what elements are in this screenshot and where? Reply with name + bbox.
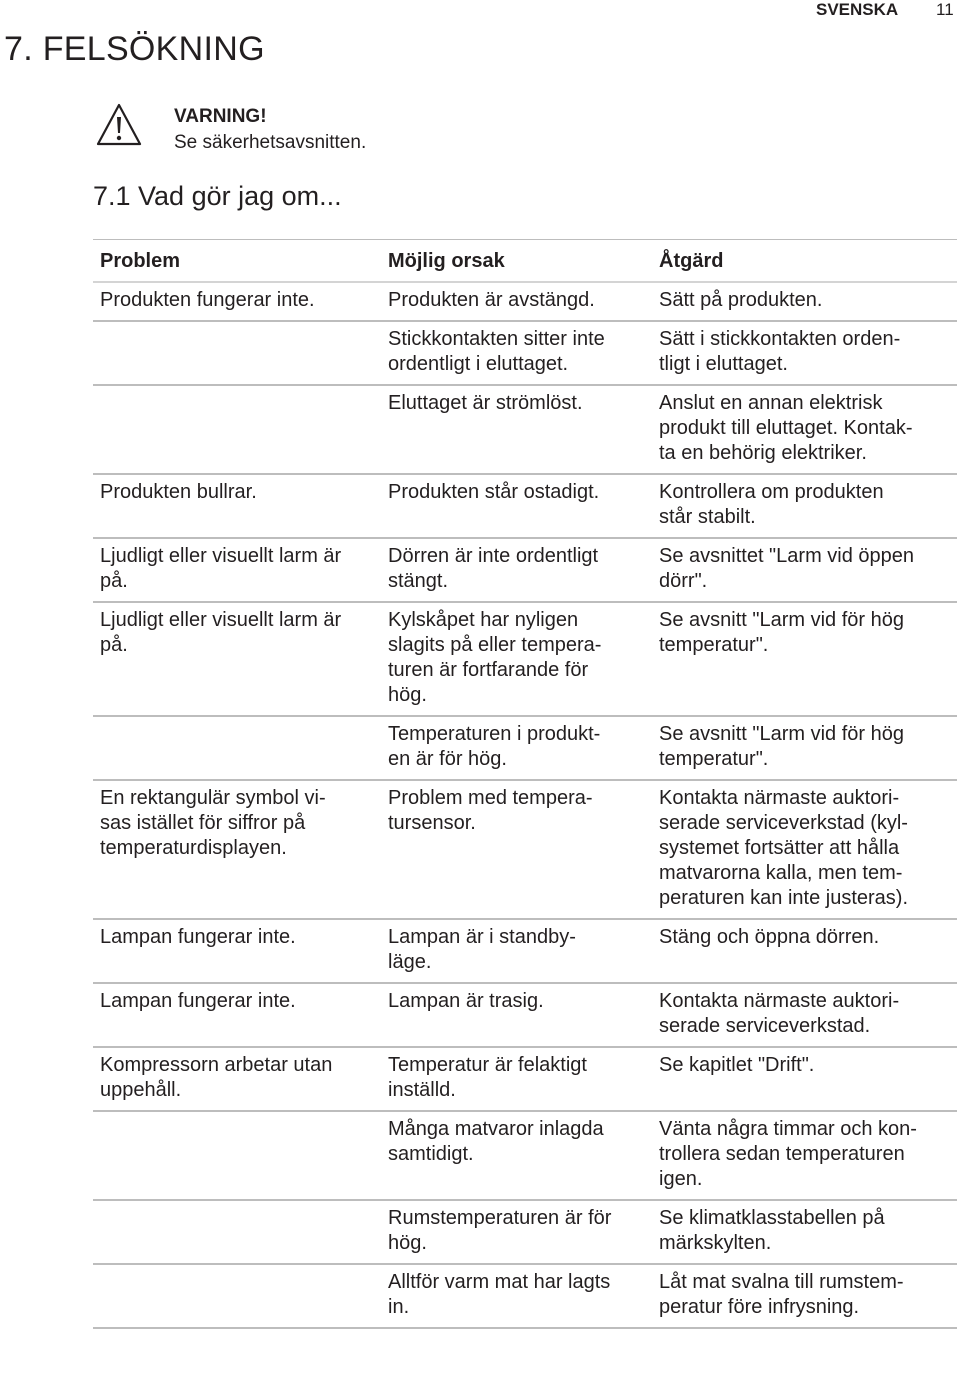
cell-cause: Produkten är avstängd. [388,289,595,311]
table-row [93,538,957,602]
cell-cause: Temperaturen i produkt- en är för hög. [388,723,601,770]
cell-cause: Problem med tempera- tursensor. [388,787,593,834]
cell-problem: En rektangulär symbol vi- sas istället för siffror på temperaturdisplayen. [100,787,326,859]
table-row [93,321,957,385]
cell-cause: Produkten står ostadigt. [388,481,600,503]
cell-action: Kontakta närmaste auktori- serade serviceverkstad (kyl- systemet fortsätter att hålla matvarorna kalla, men tem- peraturen kan inte justeras). [659,787,909,909]
cell-cause: Eluttaget är strömlöst. [388,392,583,414]
cell-cause: Många matvaror inlagda samtidigt. [388,1118,604,1165]
cell-problem [93,321,381,385]
cell-action: Anslut en annan elektrisk produkt till eluttaget. Kontak- ta en behörig elektriker. [659,392,913,464]
cell-action: Kontakta närmaste auktori- serade serviceverkstad. [659,990,900,1037]
cell-action: Se avsnitt "Larm vid för hög temperatur". [659,723,904,770]
cell-action: Se klimatklasstabellen på märkskylten. [659,1207,885,1254]
cell-problem [93,716,381,780]
cell-action: Se avsnitt "Larm vid för hög temperatur". [659,609,904,656]
cell-cause: Dörren är inte ordentligt stängt. [388,545,599,592]
cell-action: Sätt på produkten. [659,289,823,311]
troubleshooting-table [93,239,957,1329]
table-row [93,1047,957,1111]
table-row [93,1200,957,1264]
table-row [93,983,957,1047]
cell-problem: Ljudligt eller visuellt larm är på. [100,609,342,656]
cell-cause: Lampan är i standby- läge. [388,926,576,973]
table-row [93,919,957,983]
cell-problem: Kompressorn arbetar utan uppehåll. [100,1054,333,1101]
table-body [93,282,957,1328]
cell-problem [93,385,381,474]
table-header-row [93,240,957,283]
warning-box [96,100,496,160]
cell-problem [93,1111,381,1200]
table-row [93,474,957,538]
cell-problem: Ljudligt eller visuellt larm är på. [100,545,342,592]
section-title: 7.1 Vad gör jag om... [93,181,342,211]
cell-problem [93,1264,381,1328]
cell-problem: Produkten fungerar inte. [100,289,315,311]
cell-action: Låt mat svalna till rumstem- peratur före infrysning. [659,1271,904,1318]
page-number: 11 [936,0,954,19]
cell-action: Vänta några timmar och kon- trollera sedan temperaturen igen. [659,1118,917,1190]
cell-cause: Temperatur är felaktigt inställd. [388,1054,587,1101]
cell-cause: Kylskåpet har nyligen slagits på eller tempera- turen är fortfarande för hög. [388,609,602,706]
cell-problem: Lampan fungerar inte. [100,990,296,1012]
page-language: SVENSKA [816,0,899,19]
cell-cause: Alltför varm mat har lagts in. [388,1271,611,1318]
cell-action: Kontrollera om produkten står stabilt. [659,481,884,528]
table-row [93,1111,957,1200]
cell-problem [93,1200,381,1264]
cell-action: Se avsnittet "Larm vid öppen dörr". [659,545,915,592]
warning-title: VARNING! [174,106,267,127]
cell-cause: Rumstemperaturen är för hög. [388,1207,612,1254]
warning-triangle-icon [96,103,142,147]
cell-action: Sätt i stickkontakten orden- tligt i eluttaget. [659,328,901,375]
table-row [93,716,957,780]
table-row [93,602,957,716]
page-header [0,0,960,24]
column-header-action: Åtgärd [659,250,724,272]
cell-cause: Lampan är trasig. [388,990,544,1012]
cell-cause: Stickkontakten sitter inte ordentligt i eluttaget. [388,328,605,375]
cell-problem: Lampan fungerar inte. [100,926,296,948]
table-row [93,282,957,321]
column-header-problem: Problem [100,250,181,272]
warning-text: Se säkerhetsavsnitten. [174,132,367,153]
cell-action: Se kapitlet "Drift". [659,1054,815,1076]
cell-problem: Produkten bullrar. [100,481,257,503]
table-row [93,780,957,919]
cell-action: Stäng och öppna dörren. [659,926,880,948]
table-row [93,385,957,474]
chapter-title: 7. FELSÖKNING [4,30,265,68]
column-header-cause: Möjlig orsak [388,250,505,272]
table-row [93,1264,957,1328]
